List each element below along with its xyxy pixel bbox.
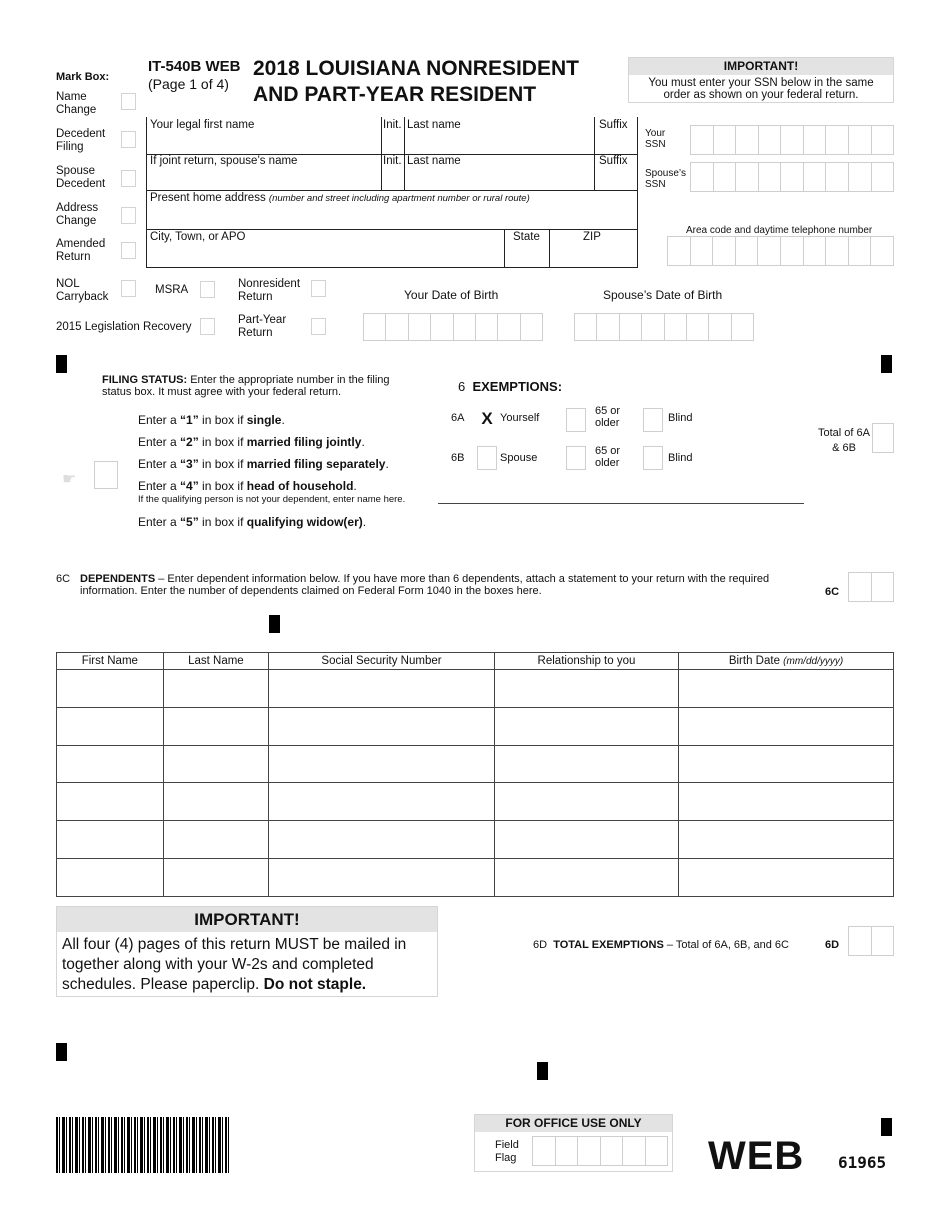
spouse-suffix-field[interactable]: Suffix: [599, 155, 628, 167]
table-row: [57, 783, 894, 821]
zip-field[interactable]: ZIP: [583, 231, 601, 243]
phone-label: Area code and daytime telephone number: [686, 225, 873, 236]
spouse-ssn-input[interactable]: [690, 162, 894, 192]
barcode: [56, 1117, 229, 1173]
spouse-name-field[interactable]: If joint return, spouse’s name: [150, 155, 298, 167]
filing-option-2: Enter a “2” in box if married filing jointly.: [138, 435, 365, 449]
mark-address-change-label: Address Change: [56, 202, 99, 227]
yourself-label: Yourself: [500, 412, 540, 424]
total-6a-6b-input[interactable]: [872, 423, 894, 453]
nol-carryback-checkbox[interactable]: [121, 280, 136, 297]
init-field[interactable]: Init.: [383, 119, 402, 131]
spouse-ssn-label: Spouse’s SSN: [645, 168, 686, 190]
dependents-instructions: DEPENDENTS – Enter dependent information below. If you have more than 6 dependents, attach a statement to your return with the required information. Enter the number of dependents claimed on Federal Form 1040 in the boxes here.: [80, 573, 770, 597]
nonresident-label: Nonresident Return: [238, 278, 301, 303]
spouse-label: Spouse: [500, 452, 538, 464]
filing-status-box[interactable]: [94, 461, 118, 489]
last-name-field[interactable]: Last name: [407, 119, 461, 131]
registration-mark: [56, 1043, 67, 1061]
spouse-65-label: 65 or older: [595, 445, 621, 469]
registration-mark: [881, 355, 892, 373]
yourself-checkbox[interactable]: X: [477, 408, 497, 432]
you-65-label: 65 or older: [595, 405, 621, 429]
col-relationship: Relationship to you: [494, 653, 678, 670]
exemptions-heading: 6 EXEMPTIONS:: [458, 379, 563, 394]
col-last-name: Last Name: [163, 653, 268, 670]
spouse-blind-checkbox[interactable]: [643, 446, 663, 470]
important-mailing-box: IMPORTANT! All four (4) pages of this return MUST be mailed in together along with your W-2s and completed schedules. Please paperclip. Do not staple.: [56, 906, 438, 997]
dependents-count-input[interactable]: [848, 572, 894, 602]
decedent-filing-checkbox[interactable]: [121, 131, 136, 148]
6c-box-label: 6C: [825, 586, 840, 598]
spouse-dob-input[interactable]: [574, 313, 754, 341]
dependents-table: [56, 652, 894, 897]
table-row: [57, 745, 894, 783]
mark-box-title: Mark Box:: [56, 71, 110, 83]
suffix-field[interactable]: Suffix: [599, 119, 628, 131]
form-code: 61965: [838, 1153, 887, 1172]
filing-option-4: Enter a “4” in box if head of household.: [138, 479, 357, 493]
form-id: IT-540B WEB: [148, 58, 241, 75]
spouse-decedent-checkbox[interactable]: [121, 170, 136, 187]
mark-name-change-label: Name Change: [56, 91, 97, 116]
address-change-checkbox[interactable]: [121, 207, 136, 224]
6d-box-label: 6D: [825, 939, 840, 951]
you-blind-label: Blind: [668, 412, 693, 424]
hoh-note: If the qualifying person is not your dependent, enter name here.: [138, 494, 406, 505]
page-info: (Page 1 of 4): [148, 76, 229, 92]
spouse-checkbox[interactable]: [477, 446, 497, 470]
your-dob-label: Your Date of Birth: [404, 288, 499, 302]
line-6b-label: 6B: [451, 452, 465, 464]
mark-spouse-decedent-label: Spouse Decedent: [56, 165, 106, 190]
part-year-checkbox[interactable]: [311, 318, 326, 335]
registration-mark: [537, 1062, 548, 1080]
table-row: [57, 821, 894, 859]
nonresident-checkbox[interactable]: [311, 280, 326, 297]
spouse-init-field[interactable]: Init.: [383, 155, 402, 167]
table-row: [57, 707, 894, 745]
spouse-last-name-field[interactable]: Last name: [407, 155, 461, 167]
registration-mark: [269, 615, 280, 633]
line-6a-label: 6A: [451, 412, 465, 424]
state-field[interactable]: State: [513, 231, 540, 243]
line-6c: 6C: [56, 573, 71, 585]
spouse-blind-label: Blind: [668, 452, 693, 464]
part-year-label: Part-Year Return: [238, 314, 287, 339]
page-title: 2018 LOUISIANA NONRESIDENT AND PART-YEAR RESIDENT: [253, 57, 579, 106]
filing-option-3: Enter a “3” in box if married filing separately.: [138, 457, 389, 471]
phone-input[interactable]: [667, 236, 894, 266]
col-first-name: First Name: [57, 653, 164, 670]
legislation-checkbox[interactable]: [200, 318, 215, 335]
amended-return-checkbox[interactable]: [121, 242, 136, 259]
city-field[interactable]: City, Town, or APO: [150, 231, 246, 243]
your-ssn-input[interactable]: [690, 125, 894, 155]
filing-option-1: Enter a “1” in box if single.: [138, 413, 285, 427]
filing-status-heading: FILING STATUS: Enter the appropriate number in the filing status box. It must agree with your federal return.: [102, 374, 390, 398]
col-ssn: Social Security Number: [269, 653, 495, 670]
table-row: [57, 858, 894, 896]
msra-label: MSRA: [155, 284, 189, 296]
msra-checkbox[interactable]: [200, 281, 215, 298]
mark-amended-label: Amended Return: [56, 238, 106, 263]
total-6a-6b-label: Total of 6A & 6B: [818, 427, 870, 454]
spouse-65-checkbox[interactable]: [566, 446, 586, 470]
your-dob-input[interactable]: [363, 313, 543, 341]
registration-mark: [881, 1118, 892, 1136]
you-blind-checkbox[interactable]: [643, 408, 663, 432]
hoh-name-line[interactable]: [438, 503, 804, 504]
total-exemptions-label: 6D TOTAL EXEMPTIONS – Total of 6A, 6B, and 6C: [533, 939, 789, 951]
first-name-field[interactable]: Your legal first name: [150, 119, 255, 131]
table-row: [57, 670, 894, 708]
you-65-checkbox[interactable]: [566, 408, 586, 432]
mark-decedent-label: Decedent Filing: [56, 128, 106, 153]
ssn-notice: IMPORTANT! You must enter your SSN below in the same order as shown on your federal return.: [628, 57, 894, 103]
col-birth-date: Birth Date (mm/dd/yyyy): [679, 653, 894, 670]
address-field[interactable]: Present home address (number and street including apartment number or rural route): [150, 192, 530, 204]
spouse-dob-label: Spouse’s Date of Birth: [603, 288, 723, 302]
mark-nol-label: NOL Carryback: [56, 278, 109, 303]
filing-option-5: Enter a “5” in box if qualifying widow(er).: [138, 515, 367, 529]
legislation-label: 2015 Legislation Recovery: [56, 321, 192, 333]
field-flag-label: Field Flag: [495, 1139, 519, 1164]
your-ssn-label: Your SSN: [645, 128, 666, 150]
name-change-checkbox[interactable]: [121, 93, 136, 110]
web-label: WEB: [708, 1134, 805, 1178]
total-exemptions-input[interactable]: [848, 926, 894, 956]
field-flag-input: [532, 1136, 668, 1166]
pointing-hand-icon: ☛: [62, 471, 77, 488]
office-use-box: FOR OFFICE USE ONLY Field Flag: [474, 1114, 673, 1172]
registration-mark: [56, 355, 67, 373]
